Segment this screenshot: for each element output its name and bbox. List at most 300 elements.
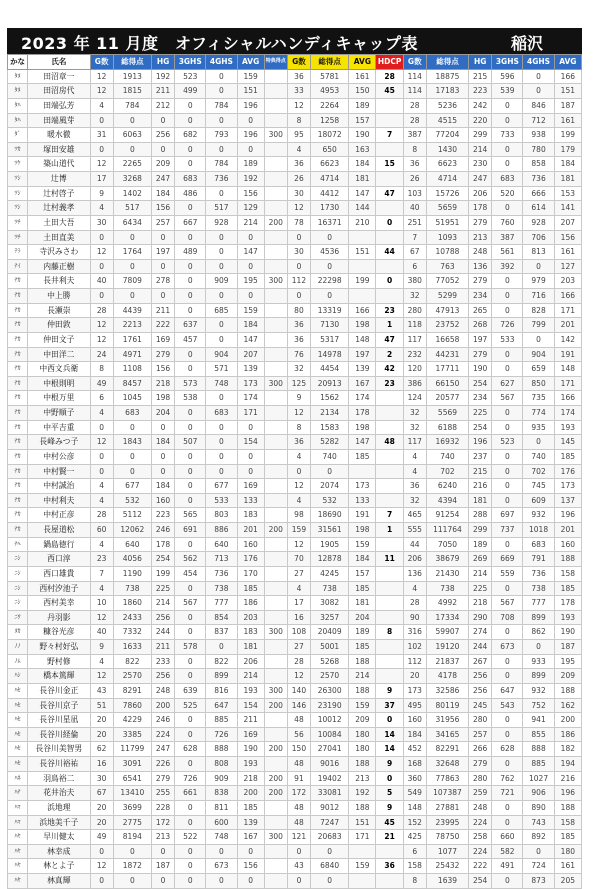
stat-cell: 185 [349,581,376,596]
stat-cell: 1402 [113,186,151,201]
stat-cell: 161 [554,859,581,874]
column-header: HDCP [376,55,403,70]
player-name-cell: 田沼房代 [28,84,90,99]
stat-cell: 16 [287,610,310,625]
stat-cell: 51951 [426,215,468,230]
stat-cell: 726 [206,727,237,742]
stat-cell [264,303,287,318]
table-row [8,537,582,552]
player-name-cell: 野々村好弘 [28,640,90,655]
stat-cell: 117 [403,332,426,347]
stat-cell: 22298 [311,274,349,289]
stat-cell: 213 [469,230,492,245]
hdcp-cell: 48 [376,435,403,450]
table-row [8,289,582,304]
table-row [8,844,582,859]
column-header: かな [8,55,28,70]
stat-cell: 191 [349,508,376,523]
stat-cell: 12 [287,669,310,684]
stat-cell: 169 [151,332,174,347]
table-row [8,523,582,538]
stat-cell: 486 [175,186,206,201]
stat-cell: 30 [90,771,113,786]
stat-cell [264,391,287,406]
hdcp-cell [376,259,403,274]
stat-cell: 198 [349,318,376,333]
stat-cell: 201 [554,523,581,538]
table-row [8,172,582,187]
stat-cell: 27 [287,640,310,655]
stat-cell: 214 [469,142,492,157]
hdcp-cell: 28 [376,69,403,84]
stat-cell: 67 [90,786,113,801]
stat-cell: 0 [151,289,174,304]
stat-cell [264,245,287,260]
stat-cell: 160 [237,537,264,552]
stat-cell: 200 [151,698,174,713]
stat-cell: 91 [287,771,310,786]
kana-cell: ﾂﾁ [8,215,28,230]
stat-cell: 4394 [426,493,468,508]
stat-cell: 23 [90,552,113,567]
title-bar [7,28,582,54]
stat-cell [264,98,287,113]
kana-cell: ﾊﾔ [8,830,28,845]
stat-cell: 6 [403,259,426,274]
stat-cell: 166 [554,69,581,84]
stat-cell: 6 [403,844,426,859]
hdcp-cell: 0 [376,274,403,289]
kana-cell: ﾅｲ [8,259,28,274]
hdcp-cell [376,289,403,304]
kana-cell: ﾅｶ [8,274,28,289]
kana-cell: ﾅｶ [8,508,28,523]
stat-cell: 0 [237,420,264,435]
stat-cell: 162 [554,698,581,713]
player-name-cell: 田端弘芳 [28,98,90,113]
stat-cell [264,874,287,889]
stat-cell: 184 [237,318,264,333]
player-name-cell: 西村汐池子 [28,581,90,596]
stat-cell: 184 [554,157,581,172]
stat-cell: 737 [492,523,523,538]
hdcp-cell [376,230,403,245]
stat-cell: 160 [554,537,581,552]
stat-cell: 181 [349,172,376,187]
table-row [8,376,582,391]
stat-cell: 137 [554,493,581,508]
stat-cell: 0 [175,230,206,245]
stat-cell: 30 [287,186,310,201]
stat-cell: 938 [523,128,554,143]
stat-cell: 98 [287,508,310,523]
stat-cell: 0 [90,113,113,128]
stat-cell: 1027 [523,771,554,786]
player-name-cell: 築山道代 [28,157,90,172]
stat-cell: 0 [90,230,113,245]
hdcp-cell: 11 [376,552,403,567]
stat-cell: 141 [554,201,581,216]
stat-cell: 4245 [311,566,349,581]
stat-cell: 31 [90,128,113,143]
stat-cell: 133 [349,493,376,508]
stat-cell: 9012 [311,800,349,815]
stat-cell: 20683 [311,830,349,845]
stat-cell: 190 [554,625,581,640]
stat-cell [264,844,287,859]
stat-cell: 248 [151,683,174,698]
stat-cell: 153 [554,186,581,201]
stat-cell: 154 [237,435,264,450]
stat-cell: 932 [523,508,554,523]
stat-cell: 34165 [426,727,468,742]
stat-cell: 4953 [311,84,349,99]
kana-cell: ﾊﾏ [8,815,28,830]
stat-cell: 736 [206,172,237,187]
stat-cell: 151 [554,84,581,99]
stat-cell: 813 [523,245,554,260]
stat-cell [264,406,287,421]
stat-cell: 499 [175,84,206,99]
stat-cell: 713 [206,552,237,567]
stat-cell: 27 [287,566,310,581]
stat-cell: 185 [349,449,376,464]
stat-cell: 736 [523,172,554,187]
stat-cell: 0 [151,113,174,128]
stat-cell: 190 [237,742,264,757]
table-row [8,464,582,479]
stat-cell: 188 [349,654,376,669]
stat-cell: 112 [287,274,310,289]
player-name-cell: 中村正彦 [28,508,90,523]
stat-cell: 12 [287,406,310,421]
stat-cell: 1905 [311,537,349,552]
stat-cell: 0 [206,449,237,464]
stat-cell: 0 [492,420,523,435]
stat-cell: 91254 [426,508,468,523]
stat-cell: 181 [237,640,264,655]
stat-cell: 928 [206,215,237,230]
stat-cell: 0 [311,230,349,245]
stat-cell: 214 [237,215,264,230]
stat-cell [264,449,287,464]
stat-cell: 178 [151,537,174,552]
hdcp-cell [376,142,403,157]
stat-cell: 157 [349,113,376,128]
stat-cell: 20409 [311,625,349,640]
stat-cell: 4536 [311,245,349,260]
stat-cell: 822 [113,654,151,669]
stat-cell: 218 [151,376,174,391]
stat-cell: 682 [175,128,206,143]
stat-cell: 12 [90,610,113,625]
stat-cell: 4 [403,581,426,596]
stat-cell: 0 [492,713,523,728]
table-row [8,566,582,581]
stat-cell: 539 [492,84,523,99]
stat-cell: 256 [469,683,492,698]
stat-cell: 147 [349,435,376,450]
stat-cell: 206 [237,654,264,669]
stat-cell: 0 [206,464,237,479]
stat-cell: 181 [554,172,581,187]
stat-cell: 489 [175,245,206,260]
kana-cell: ﾅｶ [8,493,28,508]
stat-cell: 214 [237,669,264,684]
stat-cell: 793 [206,128,237,143]
stat-cell: 124 [403,391,426,406]
stat-cell: 169 [237,479,264,494]
stat-cell: 0 [311,464,349,479]
stat-cell: 892 [523,830,554,845]
stat-cell: 4 [287,142,310,157]
stat-cell: 811 [206,800,237,815]
hdcp-cell [376,420,403,435]
player-name-cell: 中村賢一 [28,464,90,479]
stat-cell: 178 [554,596,581,611]
stat-cell: 890 [523,800,554,815]
stat-cell: 151 [349,245,376,260]
stat-cell: 12 [90,435,113,450]
stat-cell: 12 [287,479,310,494]
stat-cell: 712 [523,113,554,128]
stat-cell: 1815 [113,84,151,99]
stat-cell: 4 [287,493,310,508]
stat-cell: 0 [175,347,206,362]
stat-cell: 178 [349,406,376,421]
stat-cell: 176 [237,552,264,567]
stat-cell: 0 [492,479,523,494]
table-row [8,610,582,625]
stat-cell: 762 [492,771,523,786]
stat-cell: 0 [492,625,523,640]
stat-cell: 28 [403,98,426,113]
stat-cell: 784 [113,98,151,113]
stat-cell: 2213 [113,318,151,333]
stat-cell: 1764 [113,245,151,260]
stat-cell: 5317 [311,332,349,347]
stat-cell: 8291 [113,683,151,698]
stat-cell: 567 [492,596,523,611]
hdcp-cell: 14 [376,727,403,742]
stat-cell: 17 [287,596,310,611]
table-row [8,874,582,889]
stat-cell: 163 [349,142,376,157]
stat-cell: 0 [206,332,237,347]
stat-cell: 174 [554,406,581,421]
stat-cell: 26 [403,172,426,187]
stat-cell: 685 [206,303,237,318]
stat-cell: 223 [151,508,174,523]
hdcp-cell [376,98,403,113]
kana-cell: ﾅｶ [8,435,28,450]
kana-cell: ﾅｶ [8,332,28,347]
stat-cell: 0 [492,449,523,464]
stat-cell: 159 [349,698,376,713]
stat-cell: 254 [469,420,492,435]
stat-cell: 9 [90,640,113,655]
stat-cell: 82291 [426,742,468,757]
stat-cell: 187 [554,98,581,113]
stat-cell: 4714 [311,172,349,187]
stat-cell: 0 [492,815,523,830]
stat-cell [264,362,287,377]
stat-cell: 12 [90,69,113,84]
stat-cell: 523 [492,435,523,450]
stat-cell: 20577 [426,391,468,406]
stat-cell: 748 [206,376,237,391]
stat-cell: 4971 [113,347,151,362]
stat-cell: 278 [151,274,174,289]
kana-cell: ﾆｼ [8,566,28,581]
stat-cell: 172 [287,786,310,801]
player-name-cell: 浜地理 [28,800,90,815]
stat-cell: 909 [206,771,237,786]
stat-cell [264,84,287,99]
stat-cell: 237 [469,449,492,464]
stat-cell: 1045 [113,391,151,406]
stat-cell: 127 [554,259,581,274]
stat-cell: 0 [175,581,206,596]
stat-cell: 171 [554,376,581,391]
kana-cell: ﾀﾇ [8,69,28,84]
stat-cell: 659 [523,362,554,377]
stat-cell: 167 [237,830,264,845]
stat-cell: 0 [113,874,151,889]
stat-cell: 36 [287,318,310,333]
table-row [8,830,582,845]
stat-cell: 738 [426,581,468,596]
stat-cell: 36 [403,157,426,172]
stat-cell: 0 [90,142,113,157]
kana-cell: ﾅｶ [8,464,28,479]
stat-cell: 736 [206,566,237,581]
stat-cell: 215 [469,69,492,84]
kana-cell: ﾊﾅ [8,786,28,801]
stat-cell: 760 [492,215,523,230]
stat-cell: 533 [206,493,237,508]
stat-cell: 5659 [426,201,468,216]
player-name-cell: 仲田敦 [28,318,90,333]
stat-cell [264,610,287,625]
player-name-cell: 辻村義孝 [28,201,90,216]
table-row [8,259,582,274]
stat-cell [264,69,287,84]
stat-cell: 174 [237,391,264,406]
stat-cell: 0 [175,493,206,508]
player-name-cell: 田沼章一 [28,69,90,84]
stat-cell: 188 [554,552,581,567]
stat-cell: 228 [151,800,174,815]
kana-cell: ﾂｼ [8,172,28,187]
stat-cell: 25432 [426,859,468,874]
stat-cell: 139 [237,362,264,377]
stat-cell: 0 [206,142,237,157]
table-row [8,479,582,494]
stat-cell: 0 [492,757,523,772]
column-header: 3GHS [175,55,206,70]
hdcp-cell: 9 [376,800,403,815]
stat-cell: 562 [175,552,206,567]
stat-cell: 102 [403,640,426,655]
stat-cell: 211 [151,303,174,318]
kana-cell: ﾊﾏ [8,800,28,815]
stat-cell: 158 [554,566,581,581]
stat-cell: 193 [237,757,264,772]
stat-cell: 77204 [426,128,468,143]
stat-cell: 206 [469,186,492,201]
stat-cell: 90 [403,610,426,625]
stat-cell: 269 [469,552,492,567]
stat-cell: 222 [469,859,492,874]
stat-cell: 36 [287,435,310,450]
stat-cell: 256 [151,128,174,143]
stat-cell: 716 [523,289,554,304]
player-name-cell: 長谷川星凪 [28,713,90,728]
stat-cell: 0 [492,347,523,362]
stat-cell: 0 [237,142,264,157]
hdcp-cell: 7 [376,508,403,523]
stat-cell: 213 [349,771,376,786]
stat-cell: 0 [90,844,113,859]
stat-cell: 215 [469,464,492,479]
stat-cell: 16658 [426,332,468,347]
player-name-cell: 塚田安雄 [28,142,90,157]
stat-cell [264,347,287,362]
stat-cell [264,581,287,596]
stat-cell: 182 [554,742,581,757]
stat-cell: 158 [403,859,426,874]
hdcp-cell [376,596,403,611]
stat-cell: 139 [237,815,264,830]
stat-cell: 36 [403,479,426,494]
stat-cell: 300 [264,830,287,845]
stat-cell: 18690 [311,508,349,523]
stat-cell: 1190 [113,566,151,581]
stat-cell: 1077 [426,844,468,859]
stat-cell: 660 [492,830,523,845]
table-row [8,113,582,128]
stat-cell [349,259,376,274]
stat-cell: 1583 [311,420,349,435]
stat-cell: 114 [403,69,426,84]
stat-cell: 0 [492,654,523,669]
stat-cell: 154 [237,698,264,713]
stat-cell: 906 [523,786,554,801]
stat-cell: 0 [311,289,349,304]
column-header: 氏名 [28,55,90,70]
stat-cell: 0 [206,391,237,406]
stat-cell: 0 [523,332,554,347]
stat-cell: 265 [469,303,492,318]
stat-cell: 181 [469,493,492,508]
stat-cell: 51 [90,698,113,713]
stat-cell: 571 [206,362,237,377]
stat-cell: 0 [287,844,310,859]
stat-cell: 6623 [311,157,349,172]
stat-cell: 0 [492,201,523,216]
player-name-cell: 浜地美千子 [28,815,90,830]
table-row [8,625,582,640]
stat-cell: 223 [469,84,492,99]
stat-cell: 144 [349,201,376,216]
stat-cell: 176 [554,464,581,479]
player-name-cell: 羽鳥裕二 [28,771,90,786]
stat-cell: 4229 [113,713,151,728]
stat-cell: 708 [492,610,523,625]
stat-cell: 203 [554,274,581,289]
stat-cell: 32 [403,493,426,508]
